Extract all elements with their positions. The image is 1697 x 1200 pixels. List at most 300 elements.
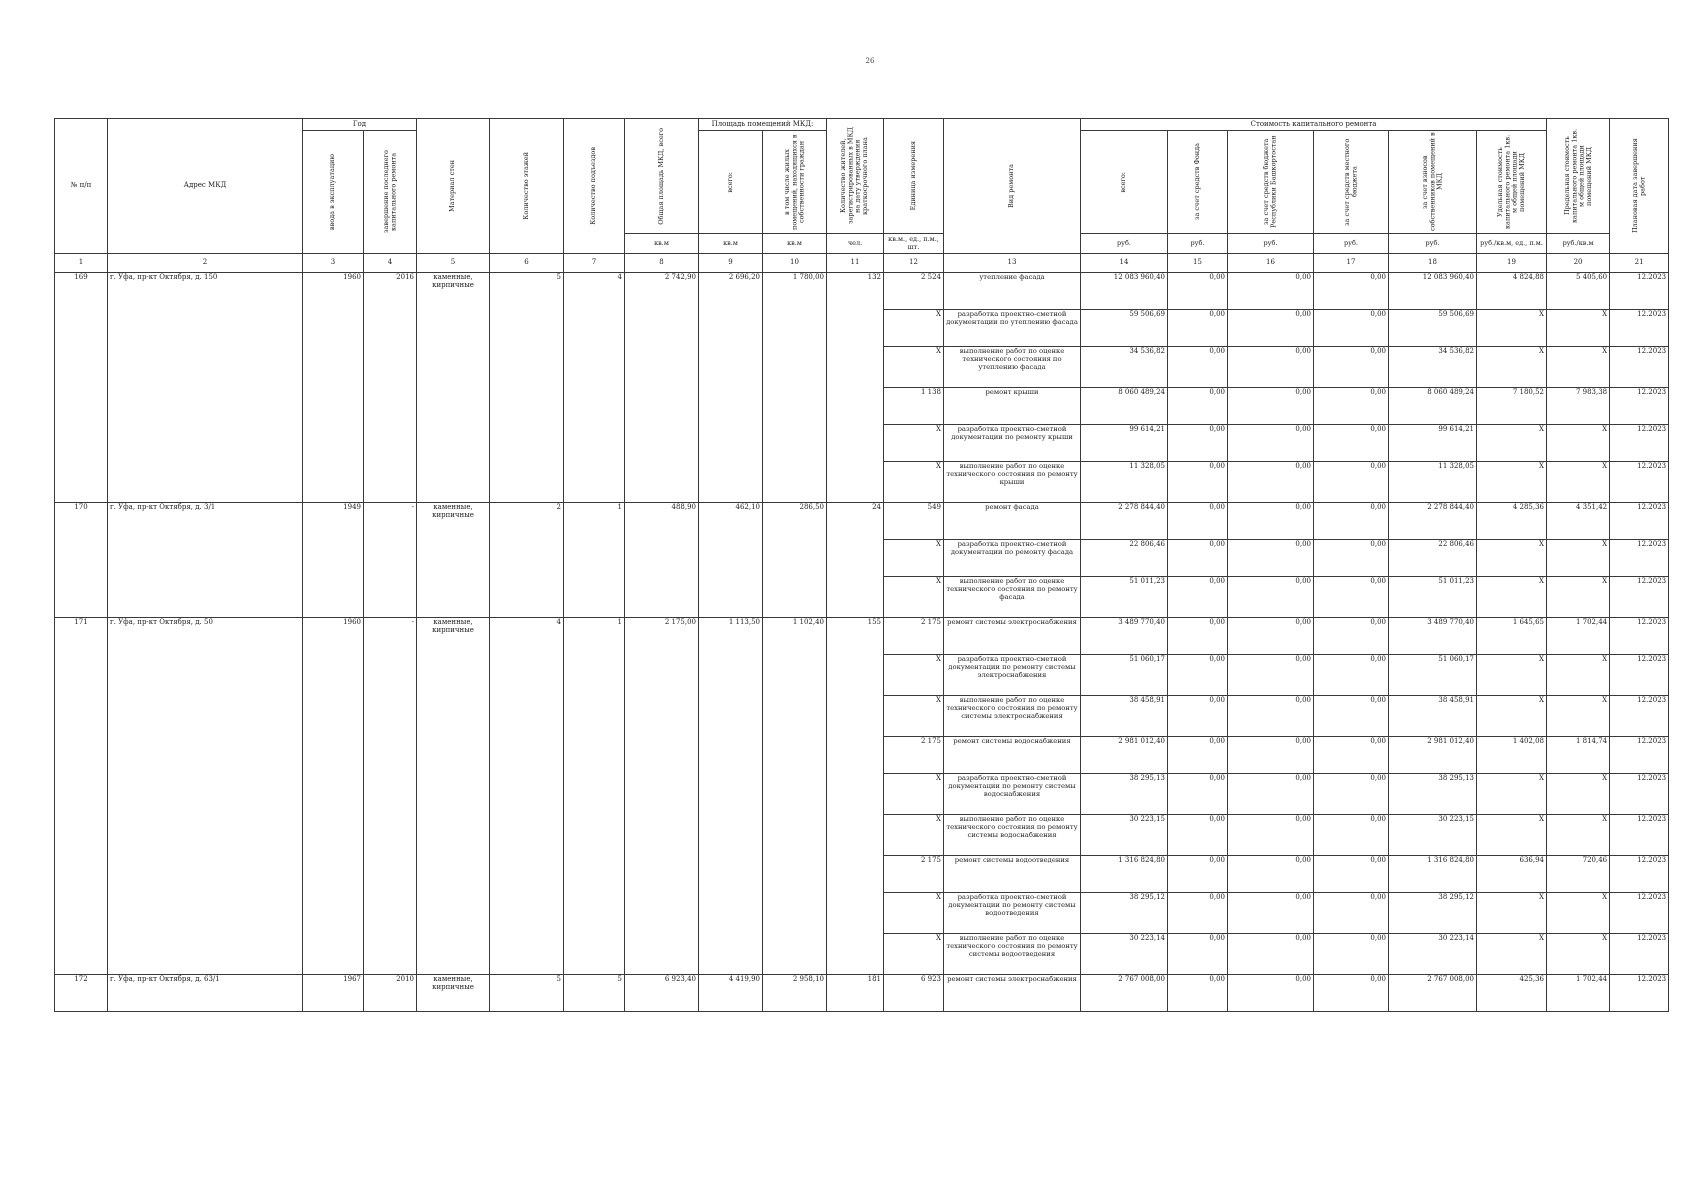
wall-material-cell: каменные, кирпичные [417, 273, 490, 503]
residents-cell: 24 [827, 503, 884, 618]
quantity-cell: X [884, 893, 944, 934]
quantity-cell: X [884, 934, 944, 975]
cost-republic-cell: 0,00 [1228, 856, 1314, 893]
quantity-cell: X [884, 347, 944, 388]
cost-republic-cell: 0,00 [1228, 425, 1314, 462]
cost-republic-cell: 0,00 [1228, 310, 1314, 347]
premises-owned-cell: 1 102,40 [763, 618, 827, 975]
planned-date-cell: 12.2023 [1610, 503, 1669, 540]
max-cost-cell: 4 351,42 [1547, 503, 1610, 540]
floors-cell: 5 [490, 273, 564, 503]
house-number-cell: 169 [55, 273, 108, 503]
cost-total-cell: 30 223,14 [1081, 934, 1168, 975]
cost-local-cell: 0,00 [1314, 503, 1389, 540]
repair-type-cell: выполнение работ по оценке технического состояния по ремонту фасада [944, 577, 1081, 618]
cost-total-cell: 12 083 960,40 [1081, 273, 1168, 310]
planned-date-cell: 12.2023 [1610, 856, 1669, 893]
planned-date-cell: 12.2023 [1610, 425, 1669, 462]
cost-owners-cell: 30 223,14 [1389, 934, 1477, 975]
cost-republic-cell: 0,00 [1228, 503, 1314, 540]
repair-type-cell: ремонт системы водоснабжения [944, 737, 1081, 774]
unit-rub-fund: руб. [1168, 234, 1228, 254]
table-row [55, 273, 1669, 310]
quantity-cell: X [884, 462, 944, 503]
column-number-cell: 12 [884, 254, 944, 273]
unit-cost-cell: 1 645,65 [1477, 618, 1547, 655]
planned-date-cell: 12.2023 [1610, 540, 1669, 577]
unit-cost-cell: 4 285,36 [1477, 503, 1547, 540]
cost-republic-cell: 0,00 [1228, 462, 1314, 503]
cost-total-cell: 59 506,69 [1081, 310, 1168, 347]
header-wall-material: Материал стен [417, 119, 490, 254]
cost-owners-cell: 22 806,46 [1389, 540, 1477, 577]
unit-cost-cell: X [1477, 696, 1547, 737]
page-number: 26 [865, 57, 875, 65]
table-row [55, 503, 1669, 540]
unit-rub-max-cost: руб./кв.м [1547, 234, 1610, 254]
unit-sqm-total: кв.м [625, 234, 699, 254]
repair-type-cell: разработка проектно-сметной документации по ремонту системы водоотведения [944, 893, 1081, 934]
quantity-cell: X [884, 310, 944, 347]
repair-plan-sheet [54, 118, 1669, 1012]
header-unit-cost: Удельная стоимость капитального ремонта 1кв. м общей площади помещений МКД [1477, 131, 1547, 234]
quantity-cell: 6 923 [884, 975, 944, 1012]
max-cost-cell: X [1547, 577, 1610, 618]
cost-owners-cell: 3 489 770,40 [1389, 618, 1477, 655]
cost-total-cell: 38 295,12 [1081, 893, 1168, 934]
entrances-cell: 4 [564, 273, 625, 503]
unit-people: чел. [827, 234, 884, 254]
max-cost-cell: X [1547, 310, 1610, 347]
cost-fund-cell: 0,00 [1168, 388, 1228, 425]
cost-fund-cell: 0,00 [1168, 815, 1228, 856]
cost-republic-cell: 0,00 [1228, 893, 1314, 934]
quantity-cell: X [884, 655, 944, 696]
year-built-cell: 1960 [303, 273, 364, 503]
cost-fund-cell: 0,00 [1168, 577, 1228, 618]
cost-owners-cell: 51 011,23 [1389, 577, 1477, 618]
max-cost-cell: 1 702,44 [1547, 975, 1610, 1012]
year-repair-cell: - [364, 618, 417, 975]
column-number-cell: 21 [1610, 254, 1669, 273]
column-number-cell: 3 [303, 254, 364, 273]
cost-fund-cell: 0,00 [1168, 774, 1228, 815]
cost-local-cell: 0,00 [1314, 774, 1389, 815]
table-header [55, 119, 1669, 254]
cost-owners-cell: 1 316 824,80 [1389, 856, 1477, 893]
column-number-cell: 7 [564, 254, 625, 273]
cost-fund-cell: 0,00 [1168, 503, 1228, 540]
cost-owners-cell: 8 060 489,24 [1389, 388, 1477, 425]
max-cost-cell: X [1547, 347, 1610, 388]
header-premises-group: Площадь помещений МКД: [699, 119, 827, 131]
year-built-cell: 1960 [303, 618, 364, 975]
total-area-cell: 2 175,00 [625, 618, 699, 975]
floors-cell: 5 [490, 975, 564, 1012]
cost-owners-cell: 30 223,15 [1389, 815, 1477, 856]
planned-date-cell: 12.2023 [1610, 388, 1669, 425]
cost-local-cell: 0,00 [1314, 975, 1389, 1012]
unit-cost-cell: X [1477, 462, 1547, 503]
max-cost-cell: 1 814,74 [1547, 737, 1610, 774]
cost-total-cell: 30 223,15 [1081, 815, 1168, 856]
cost-owners-cell: 34 536,82 [1389, 347, 1477, 388]
max-cost-cell: X [1547, 815, 1610, 856]
wall-material-cell: каменные, кирпичные [417, 618, 490, 975]
cost-local-cell: 0,00 [1314, 655, 1389, 696]
unit-cost-cell: 7 180,52 [1477, 388, 1547, 425]
quantity-cell: X [884, 815, 944, 856]
cost-local-cell: 0,00 [1314, 462, 1389, 503]
cost-owners-cell: 38 295,13 [1389, 774, 1477, 815]
cost-republic-cell: 0,00 [1228, 347, 1314, 388]
header-total-area: Общая площадь МКД, всего [625, 119, 699, 234]
total-area-cell: 2 742,90 [625, 273, 699, 503]
cost-owners-cell: 12 083 960,40 [1389, 273, 1477, 310]
cost-fund-cell: 0,00 [1168, 696, 1228, 737]
premises-total-cell: 1 113,50 [699, 618, 763, 975]
header-repair-type: Вид ремонта [944, 119, 1081, 254]
repair-type-cell: ремонт системы водоотведения [944, 856, 1081, 893]
cost-local-cell: 0,00 [1314, 347, 1389, 388]
quantity-cell: X [884, 540, 944, 577]
cost-republic-cell: 0,00 [1228, 388, 1314, 425]
unit-sqm-premises: кв.м [699, 234, 763, 254]
max-cost-cell: 1 702,44 [1547, 618, 1610, 655]
unit-cost-cell: 425,36 [1477, 975, 1547, 1012]
max-cost-cell: X [1547, 425, 1610, 462]
planned-date-cell: 12.2023 [1610, 975, 1669, 1012]
cost-republic-cell: 0,00 [1228, 774, 1314, 815]
header-cost-fund: за счет средств Фонда [1168, 131, 1228, 234]
unit-rub-total: руб. [1081, 234, 1168, 254]
cost-total-cell: 51 060,17 [1081, 655, 1168, 696]
premises-total-cell: 462,10 [699, 503, 763, 618]
header-year-group: Год [303, 119, 417, 131]
cost-owners-cell: 11 328,05 [1389, 462, 1477, 503]
max-cost-cell: 5 405,60 [1547, 273, 1610, 310]
premises-owned-cell: 1 780,00 [763, 273, 827, 503]
quantity-cell: X [884, 774, 944, 815]
unit-rub-local: руб. [1314, 234, 1389, 254]
cost-fund-cell: 0,00 [1168, 347, 1228, 388]
cost-total-cell: 2 981 012,40 [1081, 737, 1168, 774]
column-number-cell: 18 [1389, 254, 1477, 273]
address-cell: г. Уфа, пр-кт Октября, д. 50 [108, 618, 303, 975]
cost-republic-cell: 0,00 [1228, 737, 1314, 774]
entrances-cell: 1 [564, 618, 625, 975]
column-number-cell: 19 [1477, 254, 1547, 273]
planned-date-cell: 12.2023 [1610, 577, 1669, 618]
header-year-last-repair: завершение последнего капитального ремонта [364, 131, 417, 254]
cost-owners-cell: 51 060,17 [1389, 655, 1477, 696]
residents-cell: 181 [827, 975, 884, 1012]
cost-local-cell: 0,00 [1314, 737, 1389, 774]
house-number-cell: 170 [55, 503, 108, 618]
repair-plan-table [54, 118, 1669, 1012]
column-number-cell: 6 [490, 254, 564, 273]
cost-local-cell: 0,00 [1314, 815, 1389, 856]
header-cost-total: всего: [1081, 131, 1168, 234]
column-number-cell: 2 [108, 254, 303, 273]
quantity-cell: 549 [884, 503, 944, 540]
unit-rub-unit-cost: руб./кв.м, ед., п.м. [1477, 234, 1547, 254]
floors-cell: 2 [490, 503, 564, 618]
header-address: Адрес МКД [108, 119, 303, 254]
unit-cost-cell: X [1477, 425, 1547, 462]
cost-local-cell: 0,00 [1314, 273, 1389, 310]
house-number-cell: 172 [55, 975, 108, 1012]
planned-date-cell: 12.2023 [1610, 310, 1669, 347]
unit-cost-cell: 4 824,88 [1477, 273, 1547, 310]
quantity-cell: 1 138 [884, 388, 944, 425]
unit-sqm-owned: кв.м [763, 234, 827, 254]
cost-total-cell: 22 806,46 [1081, 540, 1168, 577]
premises-owned-cell: 2 958,10 [763, 975, 827, 1012]
header-year-commissioning: ввода в эксплуатацию [303, 131, 364, 254]
cost-total-cell: 2 767 008,00 [1081, 975, 1168, 1012]
unit-rub-owners: руб. [1389, 234, 1477, 254]
planned-date-cell: 12.2023 [1610, 815, 1669, 856]
column-number-cell: 10 [763, 254, 827, 273]
cost-republic-cell: 0,00 [1228, 975, 1314, 1012]
header-premises-total: всего: [699, 131, 763, 234]
unit-cost-cell: 636,94 [1477, 856, 1547, 893]
quantity-cell: 2 175 [884, 856, 944, 893]
entrances-cell: 5 [564, 975, 625, 1012]
max-cost-cell: X [1547, 540, 1610, 577]
planned-date-cell: 12.2023 [1610, 774, 1669, 815]
cost-local-cell: 0,00 [1314, 577, 1389, 618]
header-floors: Количество этажей [490, 119, 564, 254]
cost-owners-cell: 99 614,21 [1389, 425, 1477, 462]
cost-fund-cell: 0,00 [1168, 462, 1228, 503]
cost-owners-cell: 38 295,12 [1389, 893, 1477, 934]
floors-cell: 4 [490, 618, 564, 975]
repair-type-cell: разработка проектно-сметной документации по ремонту фасада [944, 540, 1081, 577]
cost-local-cell: 0,00 [1314, 618, 1389, 655]
premises-total-cell: 2 696,20 [699, 273, 763, 503]
cost-republic-cell: 0,00 [1228, 273, 1314, 310]
cost-local-cell: 0,00 [1314, 934, 1389, 975]
cost-owners-cell: 2 278 844,40 [1389, 503, 1477, 540]
cost-total-cell: 34 536,82 [1081, 347, 1168, 388]
unit-cost-cell: X [1477, 310, 1547, 347]
column-number-cell: 9 [699, 254, 763, 273]
entrances-cell: 1 [564, 503, 625, 618]
unit-cost-cell: X [1477, 655, 1547, 696]
max-cost-cell: 7 983,38 [1547, 388, 1610, 425]
address-cell: г. Уфа, пр-кт Октября, д. 63/1 [108, 975, 303, 1012]
repair-type-cell: ремонт фасада [944, 503, 1081, 540]
wall-material-cell: каменные, кирпичные [417, 503, 490, 618]
cost-total-cell: 3 489 770,40 [1081, 618, 1168, 655]
premises-total-cell: 4 419,90 [699, 975, 763, 1012]
cost-fund-cell: 0,00 [1168, 618, 1228, 655]
header-entrances: Количество подъездов [564, 119, 625, 254]
planned-date-cell: 12.2023 [1610, 618, 1669, 655]
header-premises-owned: в том числе жилых помещений, находящихся в собственности граждан [763, 131, 827, 234]
table-row [55, 618, 1669, 655]
quantity-cell: X [884, 425, 944, 462]
repair-type-cell: выполнение работ по оценке технического состояния по ремонту крыши [944, 462, 1081, 503]
header-no: № п/п [55, 119, 108, 254]
column-number-cell: 17 [1314, 254, 1389, 273]
quantity-cell: X [884, 577, 944, 618]
quantity-cell: X [884, 696, 944, 737]
total-area-cell: 488,90 [625, 503, 699, 618]
max-cost-cell: X [1547, 696, 1610, 737]
repair-type-cell: ремонт системы электроснабжения [944, 618, 1081, 655]
unit-cost-cell: X [1477, 893, 1547, 934]
address-cell: г. Уфа, пр-кт Октября, д. 3/1 [108, 503, 303, 618]
unit-measure: кв.м., ед., п.м., шт. [884, 234, 944, 254]
planned-date-cell: 12.2023 [1610, 737, 1669, 774]
cost-republic-cell: 0,00 [1228, 696, 1314, 737]
total-area-cell: 6 923,40 [625, 975, 699, 1012]
cost-local-cell: 0,00 [1314, 893, 1389, 934]
repair-type-cell: разработка проектно-сметной документации по ремонту системы водоснабжения [944, 774, 1081, 815]
cost-fund-cell: 0,00 [1168, 856, 1228, 893]
premises-owned-cell: 286,50 [763, 503, 827, 618]
header-cost-group: Стоимость капитального ремонта [1081, 119, 1547, 131]
planned-date-cell: 12.2023 [1610, 462, 1669, 503]
repair-type-cell: выполнение работ по оценке технического состояния по ремонту системы электроснабжения [944, 696, 1081, 737]
cost-fund-cell: 0,00 [1168, 425, 1228, 462]
cost-local-cell: 0,00 [1314, 696, 1389, 737]
year-built-cell: 1949 [303, 503, 364, 618]
column-number-cell: 11 [827, 254, 884, 273]
cost-local-cell: 0,00 [1314, 425, 1389, 462]
repair-type-cell: ремонт крыши [944, 388, 1081, 425]
repair-type-cell: выполнение работ по оценке технического состояния по ремонту системы водоотведения [944, 934, 1081, 975]
repair-type-cell: разработка проектно-сметной документации по ремонту системы электроснабжения [944, 655, 1081, 696]
cost-total-cell: 11 328,05 [1081, 462, 1168, 503]
cost-fund-cell: 0,00 [1168, 975, 1228, 1012]
year-repair-cell: - [364, 503, 417, 618]
max-cost-cell: X [1547, 934, 1610, 975]
cost-total-cell: 8 060 489,24 [1081, 388, 1168, 425]
repair-type-cell: утепление фасада [944, 273, 1081, 310]
column-number-cell: 16 [1228, 254, 1314, 273]
header-cost-republic: за счет средств бюджета Республики Башкортостан [1228, 131, 1314, 234]
column-number-cell: 20 [1547, 254, 1610, 273]
cost-total-cell: 99 614,21 [1081, 425, 1168, 462]
header-max-cost: Предельная стоимость капитального ремонта 1кв. м общей площади помещений МКД [1547, 119, 1610, 234]
repair-type-cell: ремонт системы электроснабжения [944, 975, 1081, 1012]
table-body [55, 254, 1669, 1012]
unit-cost-cell: X [1477, 347, 1547, 388]
repair-type-cell: разработка проектно-сметной документации по ремонту крыши [944, 425, 1081, 462]
column-number-cell: 4 [364, 254, 417, 273]
max-cost-cell: 720,46 [1547, 856, 1610, 893]
table-row [55, 975, 1669, 1012]
unit-cost-cell: X [1477, 934, 1547, 975]
header-residents: Количество жителей, зарегистрированных в МКД на дату утверждения краткосрочного плана [827, 119, 884, 234]
column-number-cell: 13 [944, 254, 1081, 273]
unit-rub-republic: руб. [1228, 234, 1314, 254]
cost-owners-cell: 2 767 008,00 [1389, 975, 1477, 1012]
cost-republic-cell: 0,00 [1228, 934, 1314, 975]
cost-fund-cell: 0,00 [1168, 893, 1228, 934]
column-number-cell: 5 [417, 254, 490, 273]
cost-fund-cell: 0,00 [1168, 934, 1228, 975]
repair-type-cell: выполнение работ по оценке технического состояния по ремонту системы водоснабжения [944, 815, 1081, 856]
repair-type-cell: выполнение работ по оценке технического состояния по утеплению фасада [944, 347, 1081, 388]
header-cost-owners: за счет взносов собственников помещений в МКД [1389, 131, 1477, 234]
cost-republic-cell: 0,00 [1228, 540, 1314, 577]
year-repair-cell: 2010 [364, 975, 417, 1012]
cost-total-cell: 1 316 824,80 [1081, 856, 1168, 893]
residents-cell: 155 [827, 618, 884, 975]
cost-local-cell: 0,00 [1314, 856, 1389, 893]
cost-total-cell: 38 295,13 [1081, 774, 1168, 815]
column-number-cell: 8 [625, 254, 699, 273]
year-built-cell: 1967 [303, 975, 364, 1012]
max-cost-cell: X [1547, 893, 1610, 934]
max-cost-cell: X [1547, 774, 1610, 815]
cost-republic-cell: 0,00 [1228, 655, 1314, 696]
cost-owners-cell: 38 458,91 [1389, 696, 1477, 737]
planned-date-cell: 12.2023 [1610, 696, 1669, 737]
planned-date-cell: 12.2023 [1610, 347, 1669, 388]
repair-type-cell: разработка проектно-сметной документации по утеплению фасада [944, 310, 1081, 347]
cost-republic-cell: 0,00 [1228, 577, 1314, 618]
address-cell: г. Уфа, пр-кт Октября, д. 150 [108, 273, 303, 503]
planned-date-cell: 12.2023 [1610, 934, 1669, 975]
unit-cost-cell: X [1477, 577, 1547, 618]
column-numbers-row [55, 254, 1669, 273]
planned-date-cell: 12.2023 [1610, 655, 1669, 696]
quantity-cell: 2 524 [884, 273, 944, 310]
year-repair-cell: 2016 [364, 273, 417, 503]
cost-fund-cell: 0,00 [1168, 273, 1228, 310]
cost-republic-cell: 0,00 [1228, 618, 1314, 655]
quantity-cell: 2 175 [884, 618, 944, 655]
cost-fund-cell: 0,00 [1168, 655, 1228, 696]
column-number-cell: 14 [1081, 254, 1168, 273]
cost-local-cell: 0,00 [1314, 540, 1389, 577]
cost-owners-cell: 2 981 012,40 [1389, 737, 1477, 774]
unit-cost-cell: X [1477, 540, 1547, 577]
cost-republic-cell: 0,00 [1228, 815, 1314, 856]
cost-fund-cell: 0,00 [1168, 737, 1228, 774]
cost-local-cell: 0,00 [1314, 388, 1389, 425]
header-cost-local: за счет средств местного бюджета [1314, 131, 1389, 234]
quantity-cell: 2 175 [884, 737, 944, 774]
cost-owners-cell: 59 506,69 [1389, 310, 1477, 347]
header-unit: Единица измерения [884, 119, 944, 234]
residents-cell: 132 [827, 273, 884, 503]
column-number-cell: 15 [1168, 254, 1228, 273]
wall-material-cell: каменные, кирпичные [417, 975, 490, 1012]
cost-fund-cell: 0,00 [1168, 540, 1228, 577]
max-cost-cell: X [1547, 462, 1610, 503]
cost-fund-cell: 0,00 [1168, 310, 1228, 347]
unit-cost-cell: 1 402,08 [1477, 737, 1547, 774]
cost-total-cell: 38 458,91 [1081, 696, 1168, 737]
house-number-cell: 171 [55, 618, 108, 975]
unit-cost-cell: X [1477, 815, 1547, 856]
column-number-cell: 1 [55, 254, 108, 273]
cost-total-cell: 2 278 844,40 [1081, 503, 1168, 540]
planned-date-cell: 12.2023 [1610, 893, 1669, 934]
cost-local-cell: 0,00 [1314, 310, 1389, 347]
unit-cost-cell: X [1477, 774, 1547, 815]
planned-date-cell: 12.2023 [1610, 273, 1669, 310]
header-planned-date: Плановая дата завершения работ [1610, 119, 1669, 254]
cost-total-cell: 51 011,23 [1081, 577, 1168, 618]
